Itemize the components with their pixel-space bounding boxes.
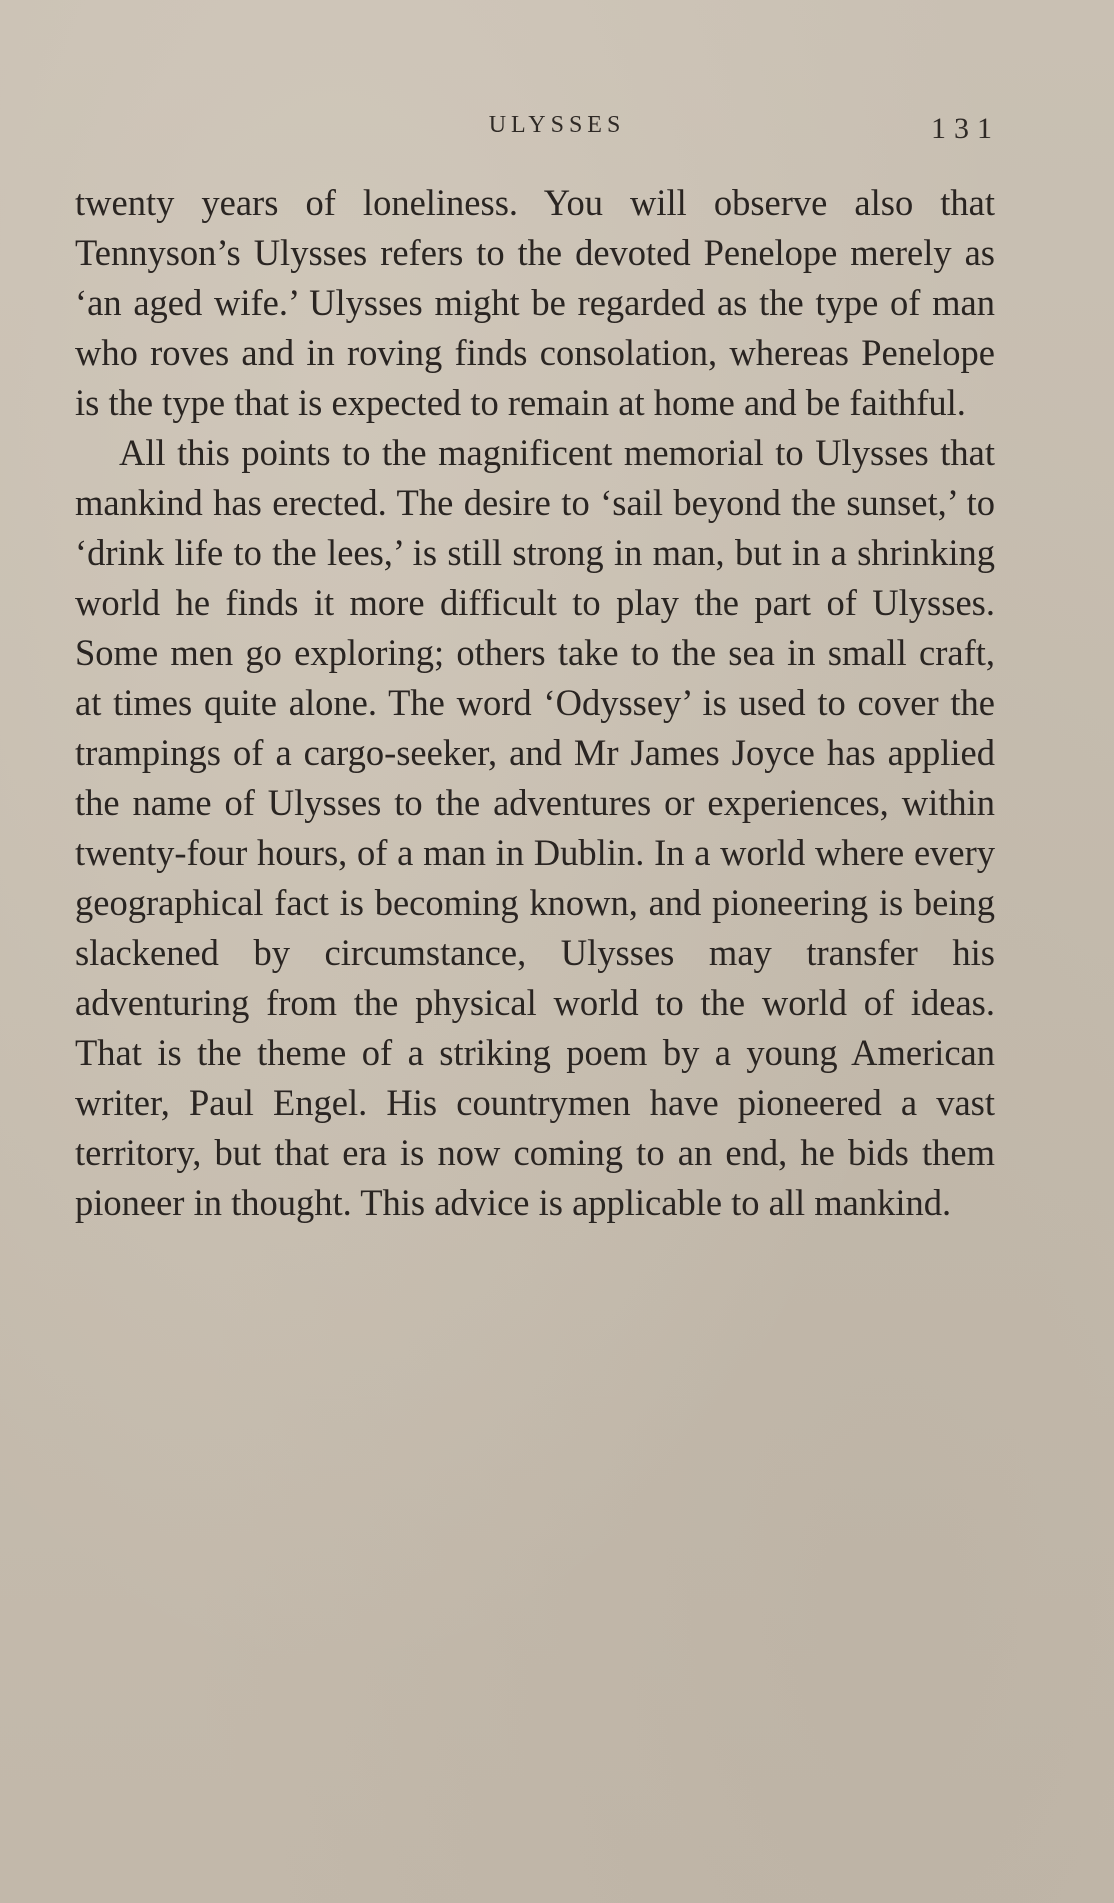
page-number: 131: [931, 112, 1000, 145]
body-text: [75, 178, 995, 1228]
running-head: [0, 112, 1114, 152]
paragraph: All this points to the magnificent memorial to Ulysses that mankind has erected. The desire to ‘sail beyond the sunset,’ to ‘drink life to the lees,’ is still strong in man, but in a shrinking world he finds it more difficult to play the part of Ulysses. Some men go exploring; others take to the sea in small craft, at times quite alone. The word ‘Odyssey’ is used to cover the trampings of a cargo-seeker, and Mr James Joyce has applied the name of Ulysses to the adventures or experiences, within twenty-four hours, of a man in Dublin. In a world where every geographical fact is becoming known, and pioneering is being slackened by circumstance, Ulysses may transfer his adventuring from the physical world to the world of ideas. That is the theme of a striking poem by a young American writer, Paul Engel. His countrymen have pioneered a vast territory, but that era is now coming to an end, he bids them pioneer in thought. This advice is applicable to all mankind.: [75, 432, 995, 1223]
paragraph-continued: twenty years of loneliness. You will observe also that Tennyson’s Ulysses refers to the devoted Penelope merely as ‘an aged wife.’ Ulysses might be regarded as the type of man who roves and in roving finds consolation, whereas Penelope is the type that is expected to remain at home and be faithful.: [75, 182, 995, 423]
running-title: ULYSSES: [488, 112, 626, 138]
